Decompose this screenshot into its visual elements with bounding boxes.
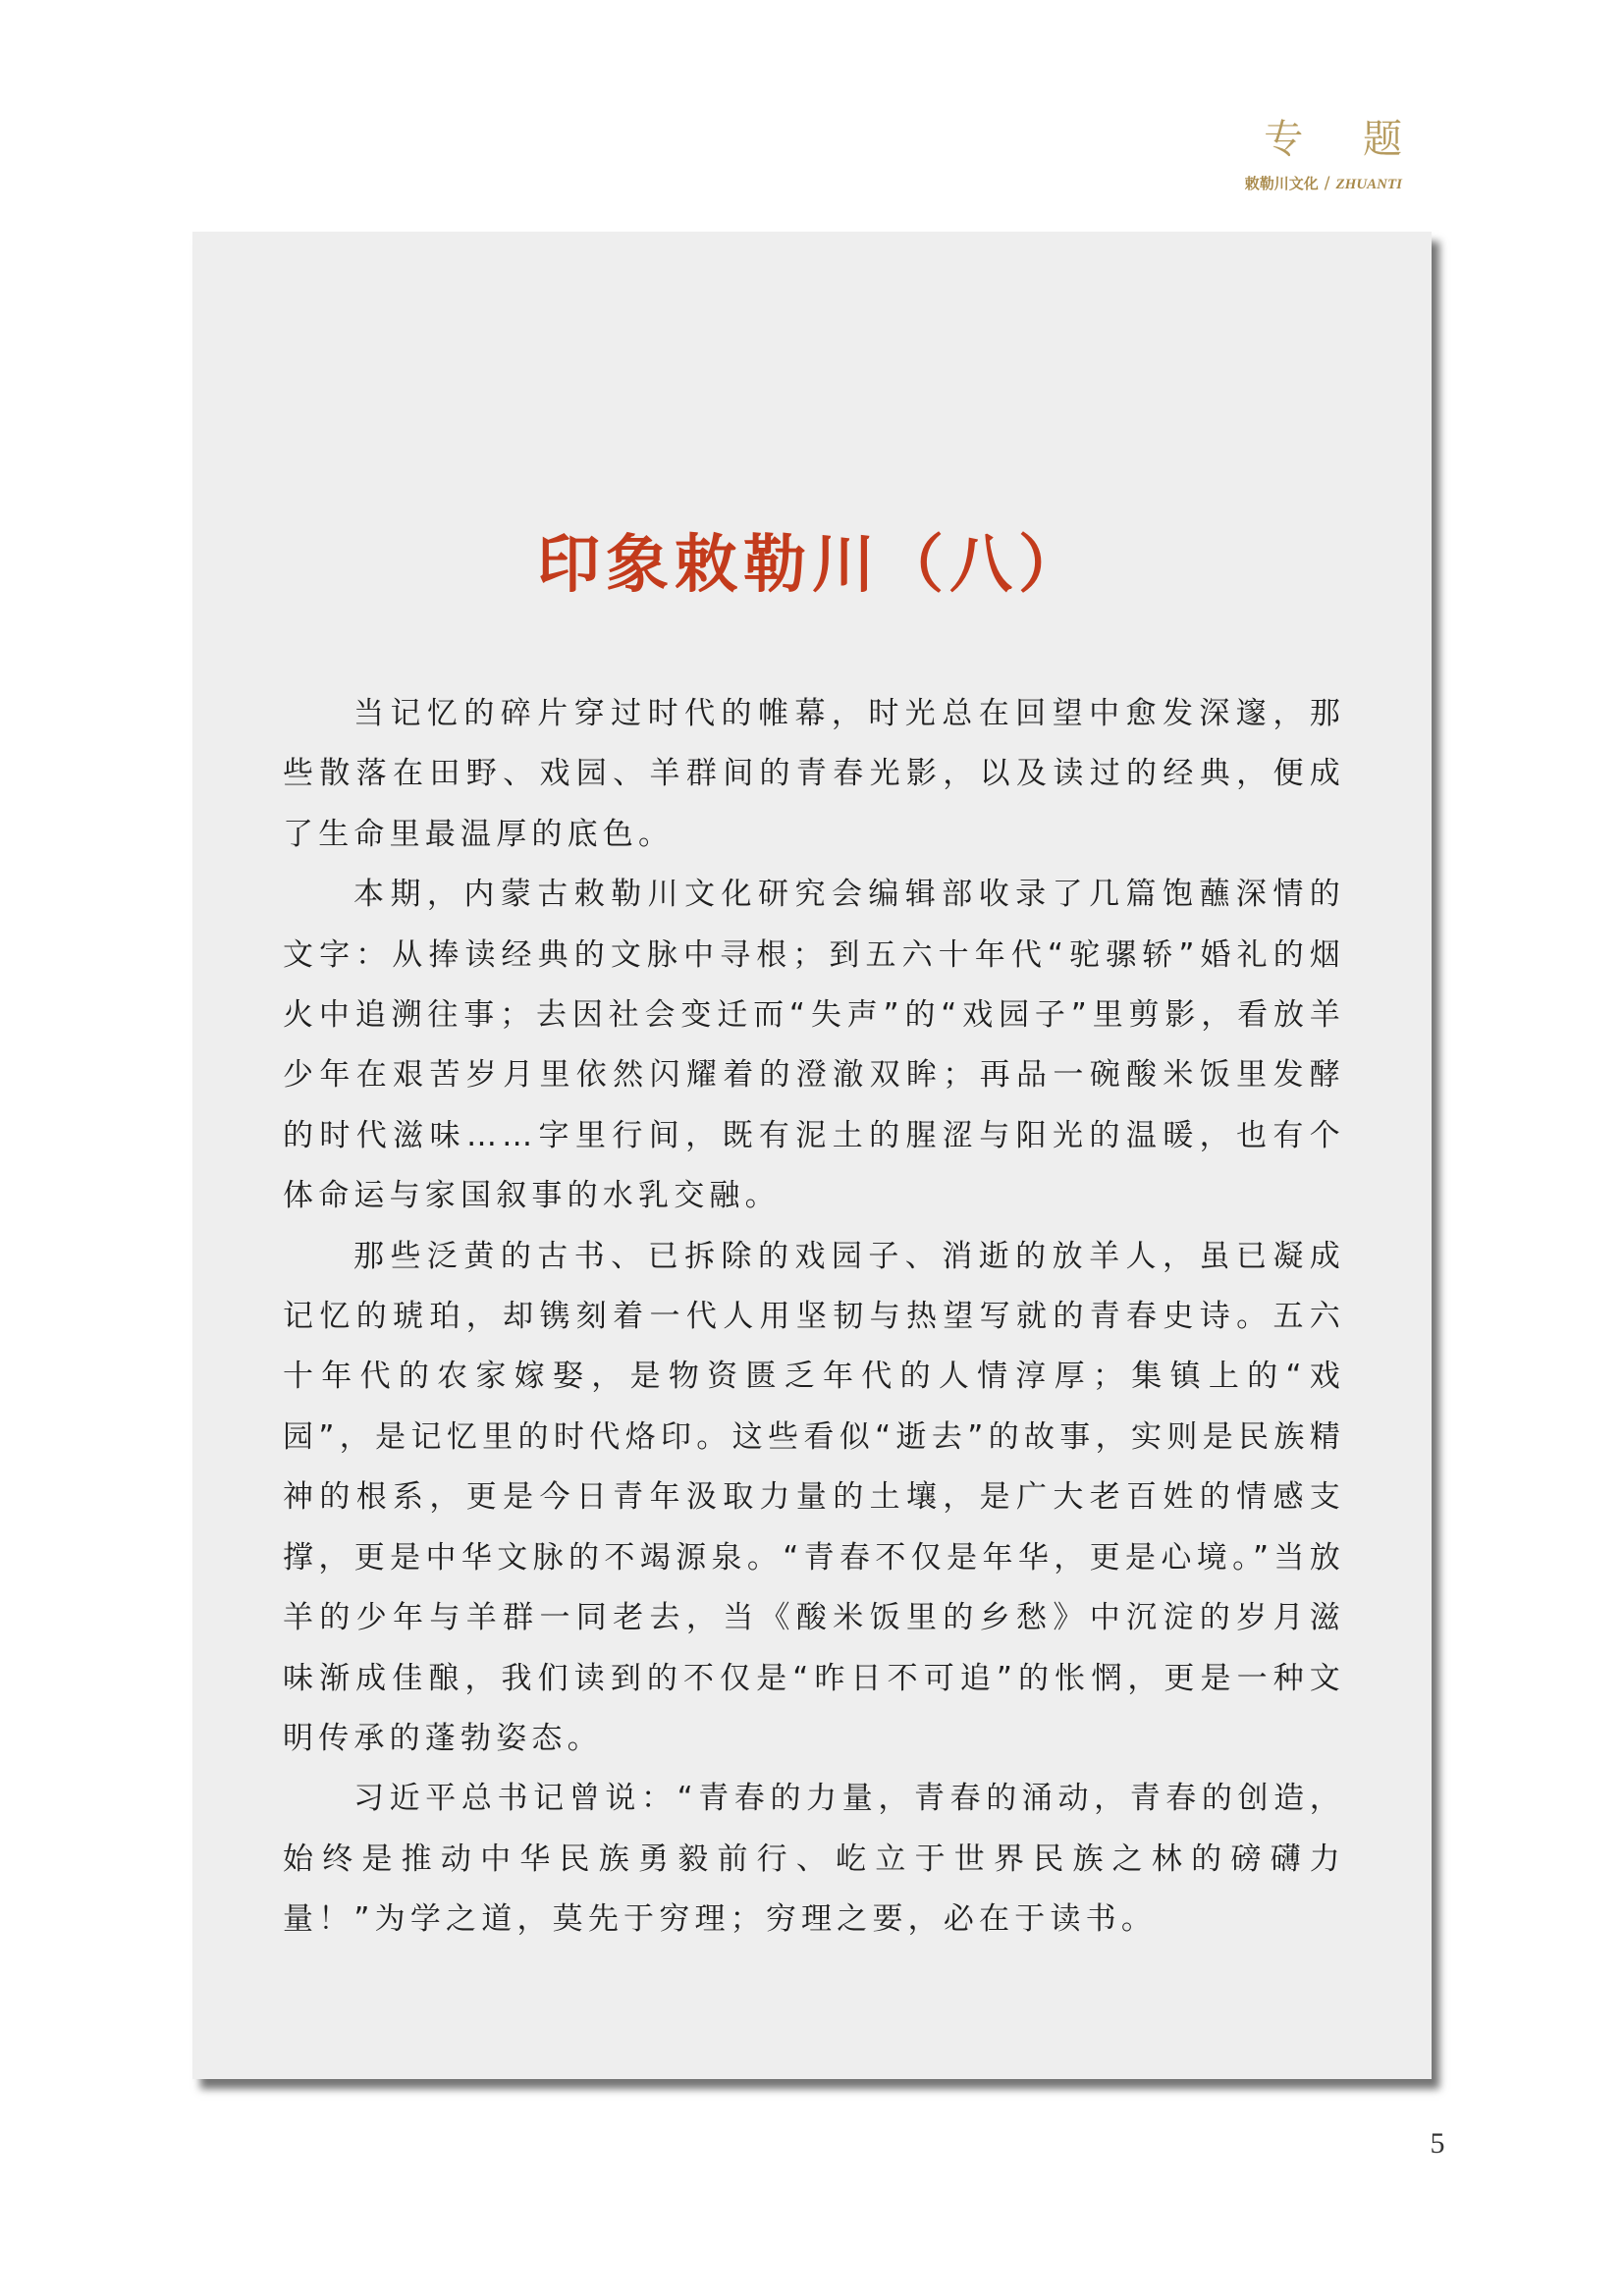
article-paragraph: 习近平总书记曾说：“青春的力量，青春的涌动，青春的创造，始终是推动中华民族勇毅前行、屹立于世界民族之林的磅礴力量！”为学之道，莫先于穷理；穷理之要，必在于读书。: [283, 1781, 1345, 1938]
section-subtitle-cn: 敕勒川文化: [1244, 175, 1319, 192]
section-header: [1244, 116, 1426, 193]
article-paragraph: 当记忆的碎片穿过时代的帷幕，时光总在回望中愈发深邃，那些散落在田野、戏园、羊群间的青春光影，以及读过的经典，便成了生命里最温厚的底色。: [283, 696, 1345, 852]
page-number: 5: [1430, 2127, 1445, 2160]
article-title: 印象敕勒川（八）: [537, 529, 1087, 602]
section-subtitle-slash: /: [1324, 174, 1330, 193]
section-subtitle: [1245, 175, 1402, 193]
article-paragraph: 那些泛黄的古书、已拆除的戏园子、消逝的放羊人，虽已凝成记忆的琥珀，却镌刻着一代人用坚韧与热望写就的青春史诗。五六十年代的农家嫁娶，是物资匮乏年代的人情淳厚；集镇上的“戏园”，是记忆里的时代烙印。这些看似“逝去”的故事，实则是民族精神的根系，更是今日青年汲取力量的土壤，是广大老百姓的情感支撑，更是中华文脉的不竭源泉。“青春不仅是年华，更是心境。”当放羊的少年与羊群一同老去，当《酸米饭里的乡愁》中沉淀的岁月滋味渐成佳酿，我们读到的不仅是“昨日不可追”的怅惘，更是一种文明传承的蓬勃姿态。: [283, 1238, 1345, 1756]
section-subtitle-en: ZHUANTI: [1335, 177, 1402, 192]
section-title: 专 题: [1264, 117, 1426, 162]
article-card: [192, 232, 1432, 2079]
article-paragraph: 本期，内蒙古敕勒川文化研究会编辑部收录了几篇饱蘸深情的文字：从捧读经典的文脉中寻根；到五六十年代“驼骡轿”婚礼的烟火中追溯往事；去因社会变迁而“失声”的“戏园子”里剪影，看放羊少年在艰苦岁月里依然闪耀着的澄澈双眸；再品一碗酸米饭里发酵的时代滋味……字里行间，既有泥土的腥涩与阳光的温暖，也有个体命运与家国叙事的水乳交融。: [283, 877, 1345, 1214]
article-body: [283, 684, 1345, 1950]
